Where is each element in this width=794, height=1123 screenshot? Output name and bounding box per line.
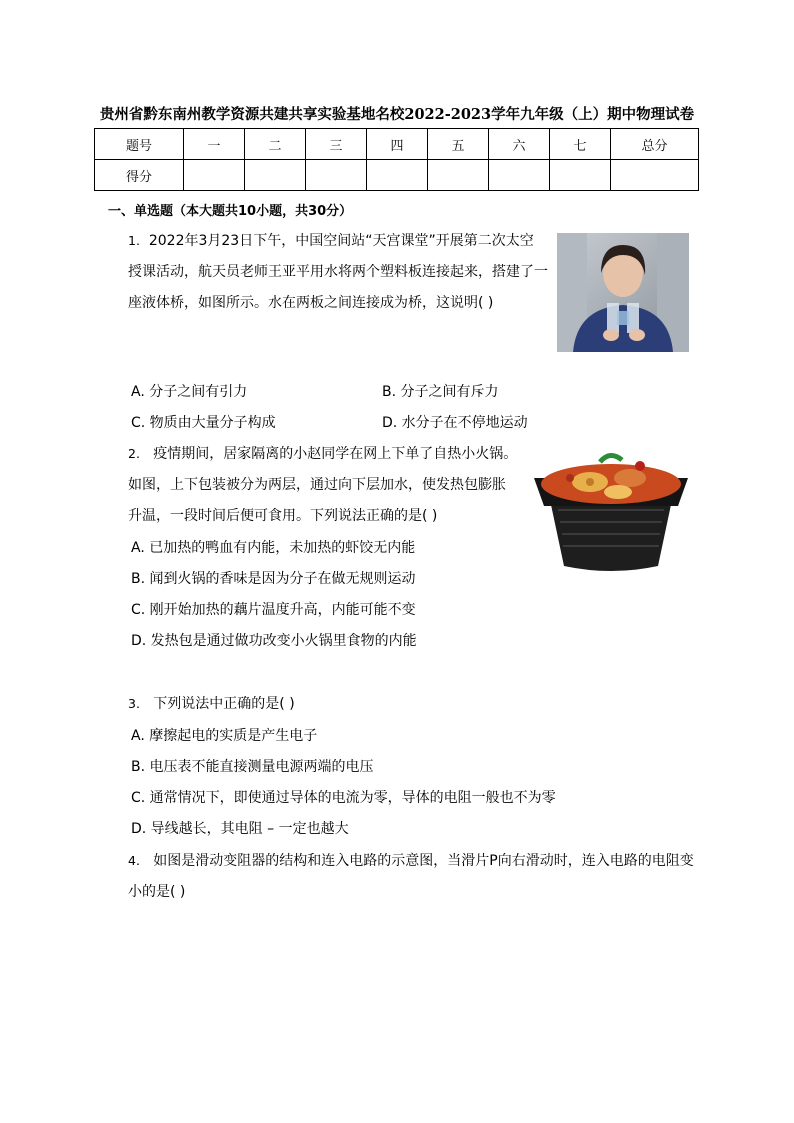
question-number: 4. — [128, 853, 140, 868]
question-4-line-1 — [128, 845, 708, 877]
score-cell[interactable] — [489, 160, 550, 191]
q2-option-a: A. 已加热的鸭血有内能，未加热的虾饺无内能 — [131, 540, 416, 556]
score-header-cell: 四 — [367, 129, 428, 160]
score-header-cell: 五 — [428, 129, 489, 160]
section-heading: 一、单选题（本大题共10小题，共30分） — [108, 204, 353, 219]
score-row-label: 得分 — [95, 160, 184, 191]
question-2-line-3: 升温，一段时间后便可食用。下列说法正确的是( ) — [128, 508, 438, 524]
question-1 — [128, 225, 548, 319]
score-header-cell: 一 — [184, 129, 245, 160]
score-header-cell: 二 — [245, 129, 306, 160]
q1-option-a: A. 分子之间有引力 — [131, 384, 248, 400]
question-1-line-1 — [128, 225, 548, 257]
hotpot-photo — [530, 448, 692, 574]
question-number: 2. — [128, 446, 140, 461]
score-table-score-row — [95, 160, 699, 191]
q1-option-b: B. 分子之间有斥力 — [382, 384, 499, 400]
score-cell[interactable] — [550, 160, 611, 191]
question-2 — [128, 438, 528, 532]
q2-option-d: D. 发热包是通过做功改变小火锅里食物的内能 — [131, 633, 417, 649]
score-header-cell: 题号 — [95, 129, 184, 160]
q3-option-c: C. 通常情况下，即使通过导体的电流为零，导体的电阻一般也不为零 — [131, 790, 556, 806]
score-header-cell: 六 — [489, 129, 550, 160]
astronaut-photo — [557, 233, 689, 352]
q3-option-d: D. 导线越长，其电阻 – 一定也越大 — [131, 821, 349, 837]
score-header-cell: 三 — [306, 129, 367, 160]
question-number: 1. — [128, 233, 140, 248]
score-header-cell: 总分 — [611, 129, 699, 160]
question-3 — [128, 688, 295, 720]
question-4 — [128, 845, 708, 908]
question-number: 3. — [128, 696, 140, 711]
score-cell[interactable] — [184, 160, 245, 191]
score-header-cell: 七 — [550, 129, 611, 160]
score-table-header-row — [95, 129, 699, 160]
score-table — [94, 128, 699, 191]
q2-option-c: C. 刚开始加热的藕片温度升高，内能可能不变 — [131, 602, 416, 618]
question-4-line-2: 小的是( ) — [128, 884, 186, 900]
page-title: 贵州省黔东南州教学资源共建共享实验基地名校2022-2023学年九年级（上）期中物理试卷 — [99, 106, 695, 123]
question-1-line-3: 座液体桥，如图所示。水在两板之间连接成为桥，这说明( ) — [128, 295, 494, 311]
question-text: 2022年3月23日下午，中国空间站“天宫课堂”开展第二次太空 — [148, 233, 534, 249]
question-2-line-2: 如图，上下包装被分为两层，通过向下层加水，使发热包膨胀 — [128, 477, 506, 493]
score-cell[interactable] — [428, 160, 489, 191]
question-2-line-1 — [128, 438, 528, 470]
score-cell[interactable] — [367, 160, 428, 191]
question-text: 如图是滑动变阻器的结构和连入电路的示意图，当滑片P向右滑动时，连入电路的电阻变 — [153, 853, 694, 869]
question-1-line-2: 授课活动，航天员老师王亚平用水将两个塑料板连接起来，搭建了一 — [128, 264, 548, 280]
question-text: 下列说法中正确的是( ) — [153, 696, 295, 712]
q3-option-a: A. 摩擦起电的实质是产生电子 — [131, 728, 318, 744]
q2-option-b: B. 闻到火锅的香味是因为分子在做无规则运动 — [131, 571, 416, 587]
score-cell[interactable] — [306, 160, 367, 191]
q3-option-b: B. 电压表不能直接测量电源两端的电压 — [131, 759, 374, 775]
score-cell[interactable] — [245, 160, 306, 191]
q1-option-c: C. 物质由大量分子构成 — [131, 415, 276, 431]
question-text: 疫情期间，居家隔离的小赵同学在网上下单了自热小火锅。 — [153, 446, 518, 462]
score-cell[interactable] — [611, 160, 699, 191]
q1-option-d: D. 水分子在不停地运动 — [382, 415, 528, 431]
